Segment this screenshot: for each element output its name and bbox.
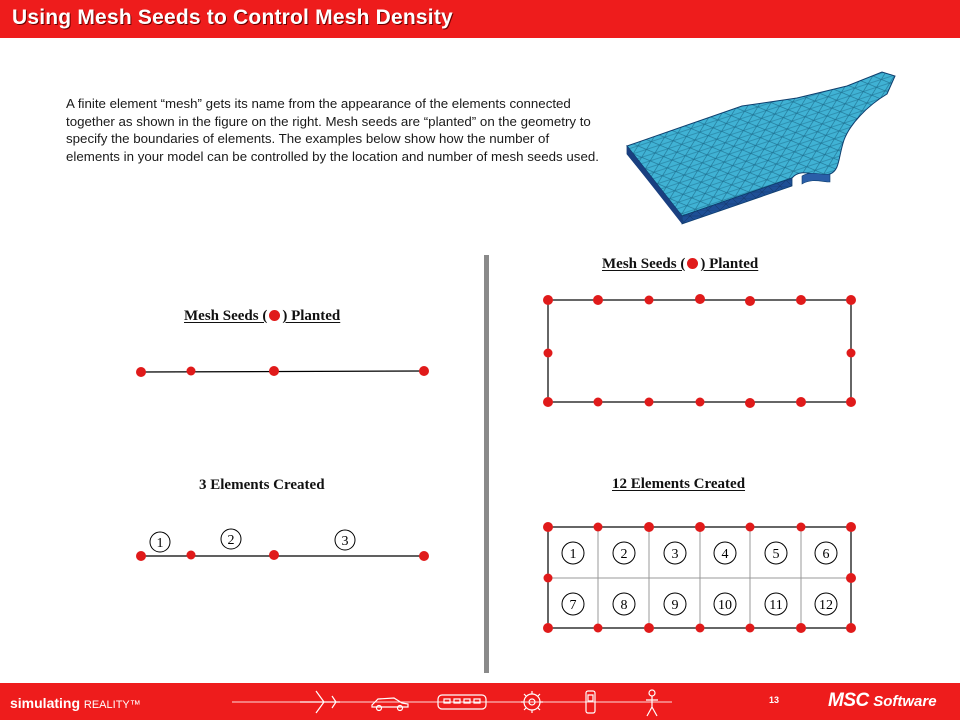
mesh-seed (846, 522, 856, 532)
element-number: 9 (671, 598, 679, 613)
mesh-seed (543, 397, 553, 407)
page-number: 13 (769, 695, 780, 705)
mesh-seed (796, 295, 806, 305)
seed-legend-icon (687, 258, 698, 269)
page-title: Using Mesh Seeds to Control Mesh Density (12, 6, 453, 29)
element-number: 4 (721, 547, 729, 562)
mesh-seed (269, 366, 279, 376)
airplane-icon (300, 691, 340, 713)
mesh-seed (846, 295, 856, 305)
intro-paragraph: A finite element “mesh” gets its name from the appearance of the elements connected together as shown in the figure on the right. Mesh seeds are “planted” on the geometry to specify the boundaries of elements. The examples below show how the number of elements in your model can be controlled by the location and number of mesh seeds used. (66, 96, 599, 164)
element-number: 10 (718, 598, 732, 613)
mesh-seed (645, 398, 654, 407)
mesh-seed (745, 296, 755, 306)
msc-software-logo: MSC Software (828, 690, 937, 711)
mesh-seed (593, 295, 603, 305)
mesh-seed (543, 522, 553, 532)
mesh-seed (419, 366, 429, 376)
left-seeds-label: Mesh Seeds ( ) Planted (184, 308, 341, 324)
right-seeds-label: Mesh Seeds ( ) Planted (602, 256, 759, 272)
mesh-seed (644, 623, 654, 633)
seed-legend-icon (269, 310, 280, 321)
mesh-seed (797, 523, 806, 532)
mesh-seed (745, 398, 755, 408)
mesh-seed (136, 367, 146, 377)
mesh-seed (419, 551, 429, 561)
element-number: 12 (819, 598, 833, 613)
mesh-seed (543, 295, 553, 305)
mesh-seed (796, 623, 806, 633)
mesh-seed (594, 624, 603, 633)
mesh-seed (846, 573, 856, 583)
element-number: 1 (569, 547, 577, 562)
left-seeds-diagram (130, 360, 440, 384)
mesh-seed (644, 522, 654, 532)
mesh-seed (796, 397, 806, 407)
mesh-seed (846, 623, 856, 633)
element-number: 2 (227, 533, 235, 548)
mesh-figure (612, 66, 912, 226)
mesh-seed (695, 522, 705, 532)
right-elements-label: 12 Elements Created (612, 476, 746, 492)
element-number: 3 (341, 534, 349, 549)
mesh-seed (696, 624, 705, 633)
car-icon (372, 698, 408, 711)
mesh-seed (645, 296, 654, 305)
element-number: 11 (769, 598, 783, 613)
person-icon (646, 690, 658, 716)
mesh-seed (187, 367, 196, 376)
seed-line (141, 371, 424, 372)
element-number: 8 (620, 598, 628, 613)
mesh-seed (695, 294, 705, 304)
mesh-seed (594, 398, 603, 407)
mesh-seed (746, 624, 755, 633)
panel-divider (484, 255, 489, 673)
right-elements-diagram (535, 515, 865, 639)
element-number: 1 (156, 536, 164, 551)
element-number: 7 (569, 598, 577, 613)
mesh-seed (594, 523, 603, 532)
brand-tagline: simulating REALITY™ (10, 695, 141, 711)
mesh-seed (136, 551, 146, 561)
element-number: 3 (671, 547, 679, 562)
mesh-seed (543, 623, 553, 633)
element-number: 6 (822, 547, 830, 562)
footer-bar (0, 683, 960, 720)
mesh-seed (544, 349, 553, 358)
mesh-seed (269, 550, 279, 560)
mesh-seed (187, 551, 196, 560)
mesh-seed (544, 574, 553, 583)
left-elements-diagram (130, 525, 440, 570)
right-seeds-diagram (535, 290, 865, 414)
footer-icon-strip (232, 685, 672, 719)
title-bar (0, 0, 960, 38)
left-elements-label: 3 Elements Created (199, 477, 325, 493)
element-number: 5 (772, 547, 780, 562)
mesh-seed (696, 398, 705, 407)
mesh-seed (847, 349, 856, 358)
mesh-seed (846, 397, 856, 407)
mesh-seed (746, 523, 755, 532)
element-number: 2 (620, 547, 628, 562)
